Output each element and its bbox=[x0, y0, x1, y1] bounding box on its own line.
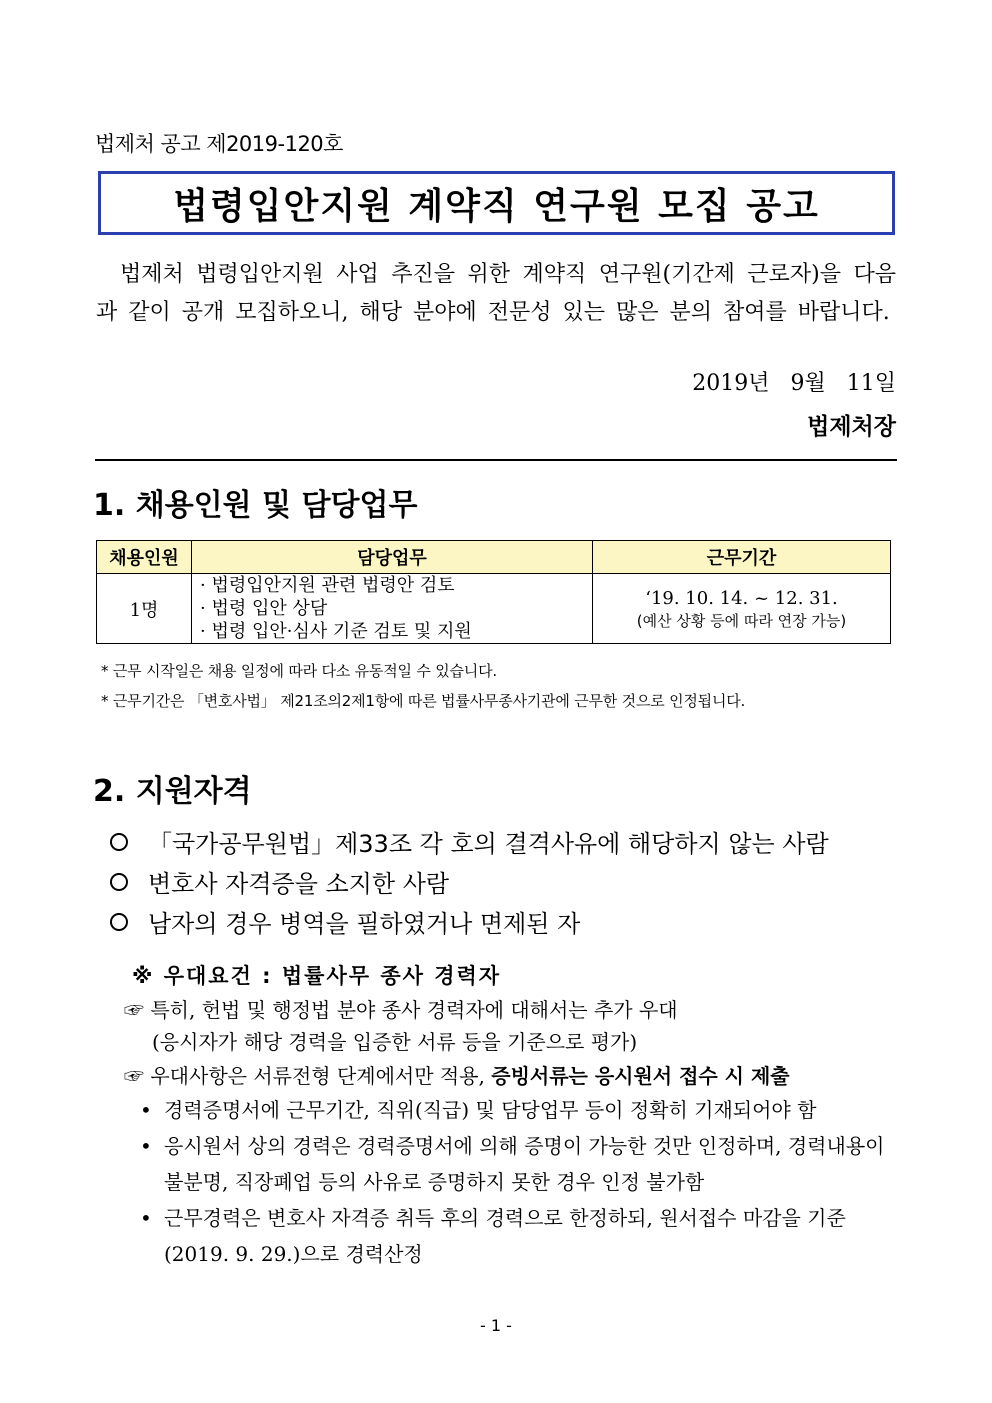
preference-note bbox=[124, 1060, 790, 1089]
divider-rule bbox=[95, 459, 897, 461]
list-item-text: 응시원서 상의 경력은 경력증명서에 의해 증명이 가능한 것만 인정하며, 경력내용이 불분명, 직장폐업 등의 사유로 증명하지 못한 경우 인정 불가함 bbox=[164, 1134, 885, 1194]
bullet-dot-icon: • bbox=[140, 1098, 152, 1122]
circle-bullet-icon bbox=[110, 913, 128, 931]
header-headcount: 채용인원 bbox=[97, 541, 192, 574]
recruitment-table bbox=[96, 540, 891, 644]
notice-number: 법제처 공고 제2019-120호 bbox=[95, 132, 343, 156]
page-number: - 1 - bbox=[480, 1316, 512, 1335]
duty-item: · 법령 입안 상담 bbox=[200, 598, 328, 619]
bullet-dot-icon: • bbox=[140, 1206, 152, 1230]
table-row bbox=[97, 574, 891, 644]
preference-note-emphasis: 증빙서류는 응시원서 접수 시 제출 bbox=[491, 1064, 790, 1088]
qualification-text: 남자의 경우 병역을 필하였거나 면제된 자 bbox=[148, 910, 581, 938]
duty-item: · 법령입안지원 관련 법령안 검토 bbox=[200, 575, 455, 596]
qualification-item bbox=[110, 824, 829, 859]
section-1-title: 1. 채용인원 및 담당업무 bbox=[93, 488, 418, 523]
header-duties: 담당업무 bbox=[192, 541, 593, 574]
cell-headcount: 1명 bbox=[97, 574, 192, 644]
preference-heading: ※ 우대요건 : 법률사무 종사 경력자 bbox=[132, 964, 502, 988]
qualification-text: 「국가공무원법」제33조 각 호의 결격사유에 해당하지 않는 사람 bbox=[148, 830, 829, 858]
preference-note: ☞ 특히, 헌법 및 행정법 분야 종사 경력자에 대해서는 추가 우대 bbox=[124, 998, 678, 1022]
document-title: 법령입안지원 계약직 연구원 모집 공고 bbox=[173, 185, 820, 227]
list-item bbox=[140, 1200, 900, 1272]
footnote: * 근무기간은 「변호사법」 제21조의2제1항에 따른 법률사무종사기관에 근무한 것으로 인정됩니다. bbox=[101, 692, 746, 710]
footnote: * 근무 시작일은 채용 일정에 따라 다소 유동적일 수 있습니다. bbox=[101, 662, 497, 680]
table-header-row bbox=[97, 541, 891, 574]
preference-note-text: ☞ 우대사항은 서류전형 단계에서만 적용, bbox=[124, 1064, 492, 1088]
list-item-text: 근무경력은 변호사 자격증 취득 후의 경력으로 한정하되, 원서접수 마감을 기준(2019. 9. 29.)으로 경력산정 bbox=[164, 1206, 846, 1266]
section-2-title: 2. 지원자격 bbox=[93, 774, 252, 809]
intro-paragraph: 법제처 법령입안지원 사업 추진을 위한 계약직 연구원(기간제 근로자)을 다음과 같이 공개 모집하오니, 해당 분야에 전문성 있는 많은 분의 참여를 바랍니다. bbox=[96, 262, 896, 325]
qualification-item bbox=[110, 904, 580, 939]
list-item bbox=[140, 1092, 900, 1128]
circle-bullet-icon bbox=[110, 833, 128, 851]
list-item-text: 경력증명서에 근무기간, 직위(직급) 및 담당업무 등이 정확히 기재되어야 함 bbox=[164, 1098, 817, 1122]
qualification-item bbox=[110, 864, 449, 899]
issuing-organization: 법제처장 bbox=[807, 413, 896, 440]
header-period: 근무기간 bbox=[593, 541, 891, 574]
list-item bbox=[140, 1128, 900, 1200]
cell-duties bbox=[192, 574, 593, 644]
notice-date: 2019년 9월 11일 bbox=[692, 371, 896, 396]
bullet-dot-icon: • bbox=[140, 1134, 152, 1158]
cell-period bbox=[593, 574, 891, 644]
circle-bullet-icon bbox=[110, 873, 128, 891]
period-range: ‘19. 10. 14. ~ 12. 31. bbox=[645, 587, 838, 609]
qualification-text: 변호사 자격증을 소지한 사람 bbox=[148, 870, 450, 898]
duty-item: · 법령 입안·심사 기준 검토 및 지원 bbox=[200, 621, 472, 642]
title-box bbox=[98, 171, 895, 235]
preference-note-sub: (응시자가 해당 경력을 입증한 서류 등을 기준으로 평가) bbox=[152, 1030, 638, 1054]
period-note: (예산 상황 등에 따라 연장 가능) bbox=[636, 611, 847, 630]
